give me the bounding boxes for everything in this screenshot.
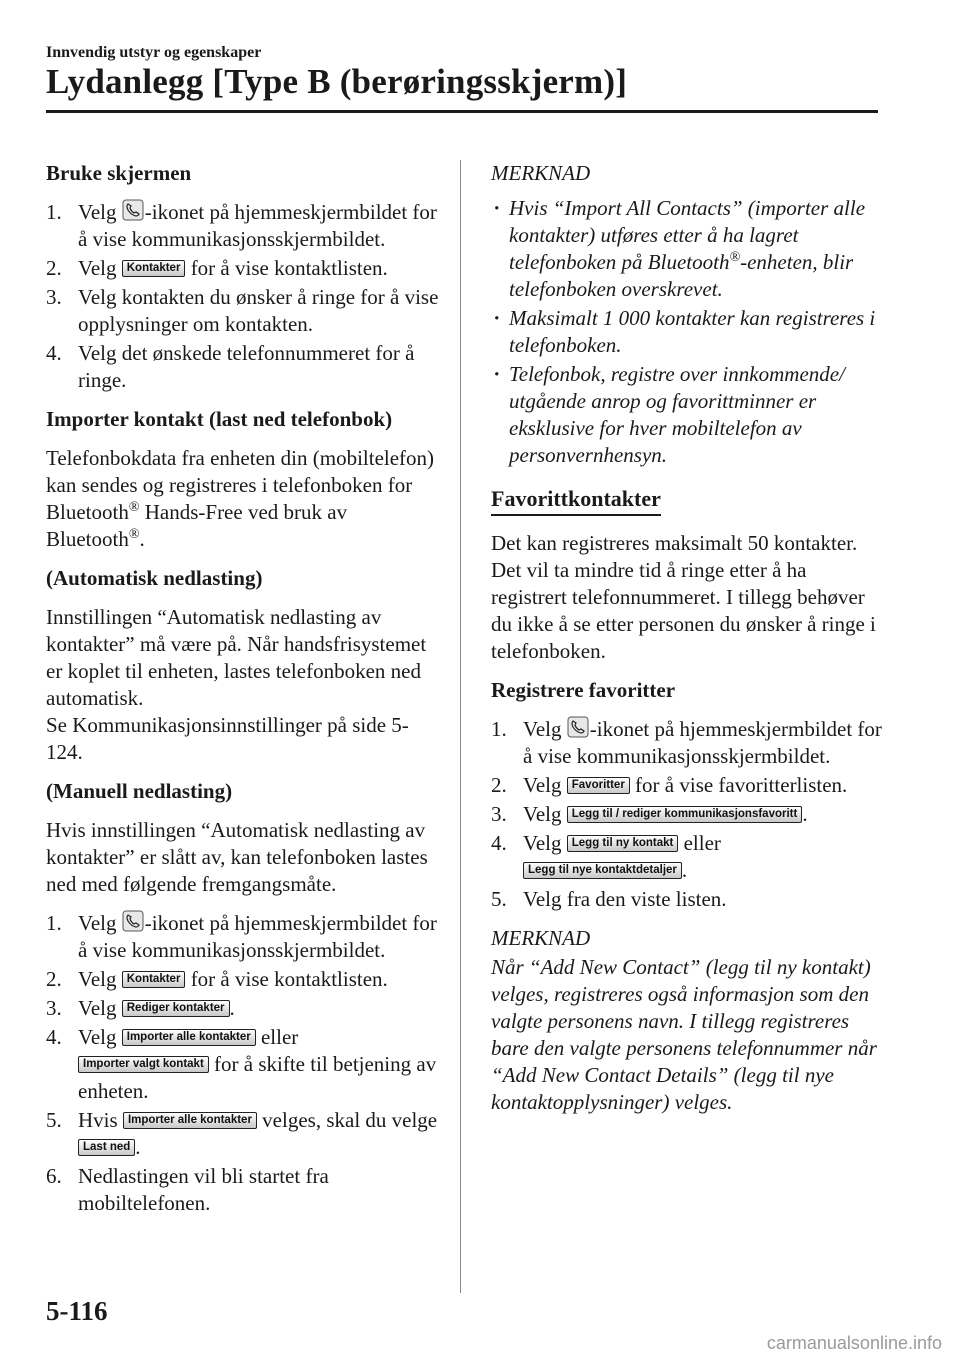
step-number: 3. (46, 996, 62, 1020)
list-item (46, 1163, 441, 1217)
step-text: Velg (78, 967, 117, 991)
step-text: for å vise kontaktlisten. (190, 256, 388, 280)
step-text: Nedlastingen vil bli startet fra mobiltelefonen. (78, 1164, 329, 1215)
step-number: 3. (491, 802, 507, 826)
step-text: for å vise kontaktlisten. (190, 967, 388, 991)
title-rule (46, 110, 878, 113)
list-item (46, 199, 441, 253)
add-new-contact-details-button[interactable]: Legg til nye kontaktdetaljer (523, 862, 682, 879)
note-title: MERKNAD (491, 926, 591, 950)
list-item (46, 1024, 441, 1105)
step-number: 5. (491, 887, 507, 911)
step-text: for å skifte til betjening av enheten. (78, 1052, 437, 1103)
note-text: -enheten, blir telefonboken overskrevet. (509, 250, 854, 301)
step-text: eller (260, 1025, 299, 1049)
step-text: Velg fra den viste listen. (523, 887, 727, 911)
list-item (491, 195, 886, 303)
import-all-contacts-button[interactable]: Importer alle kontakter (123, 1112, 257, 1129)
heading-favorite-contacts: Favorittkontakter (491, 485, 661, 516)
step-text: Velg (78, 256, 117, 280)
paragraph-text: Se Kommunikasjonsinnstillinger på side 5-124. (46, 713, 409, 764)
heading-register-favorites: Registrere favoritter (491, 678, 676, 702)
registered-mark: ® (128, 500, 140, 515)
step-text: Velg (523, 717, 562, 741)
import-paragraph (46, 445, 441, 553)
step-text: -ikonet på hjemmeskjermbildet for å vise kommunikasjonsskjermbildet. (78, 911, 437, 962)
step-number: 4. (491, 831, 507, 855)
auto-reference (46, 712, 441, 766)
manual-download-steps (46, 910, 441, 1217)
step-text: Velg (523, 802, 562, 826)
step-text: Velg (78, 200, 117, 224)
heading-manual-download: (Manuell nedlasting) (46, 779, 233, 803)
contacts-button[interactable]: Kontakter (122, 971, 186, 988)
download-button[interactable]: Last ned (78, 1139, 135, 1156)
favorites-button[interactable]: Favoritter (567, 777, 630, 794)
note-title: MERKNAD (491, 161, 591, 185)
list-item: · Maksimalt 1 000 kontakter kan registreres i telefonboken. (491, 305, 886, 359)
heading-auto-download: (Automatisk nedlasting) (46, 566, 263, 590)
step-number: 1. (491, 717, 507, 741)
favorites-paragraph: Det kan registreres maksimalt 50 kontakter. Det vil ta mindre tid å ringe etter å ha registrert telefonnummeret. I tillegg behøver du ikke å se etter personen du ønsker å ringe i telefonboken. (491, 531, 876, 663)
paragraph-text: . (139, 527, 145, 551)
page-title: Lydanlegg [Type B (berøringsskjerm)] (46, 62, 628, 101)
register-favorites-steps (491, 716, 886, 913)
step-number: 2. (46, 256, 62, 280)
paragraph-text: Innstillingen “Automatisk nedlasting av kontakter” må være på. Når handsfrisystemet er koplet til enheten, lastes telefonboken ned automatisk. (46, 605, 427, 710)
heading-use-screen: Bruke skjermen (46, 161, 192, 185)
edit-contacts-button[interactable]: Rediger kontakter (122, 1000, 230, 1017)
list-item (491, 886, 886, 913)
page-number: 5-116 (46, 1296, 108, 1326)
step-number: 3. (46, 285, 62, 309)
watermark: carmanualsonline.info (766, 1333, 942, 1353)
step-text: Velg (78, 996, 117, 1020)
add-edit-favorite-button[interactable]: Legg til / rediger kommunikasjonsfavoritt (567, 806, 803, 823)
use-screen-steps (46, 199, 441, 394)
step-text: velges, skal du velge (262, 1108, 438, 1132)
list-item (491, 772, 886, 799)
step-text: . (802, 802, 808, 826)
list-item: · Telefonbok, registre over innkommende/ utgående anrop og favorittminner er eksklusive for hver mobiltelefon av personvernhensyn. (491, 361, 886, 469)
step-number: 2. (491, 773, 507, 797)
left-column (46, 160, 441, 1229)
step-text: Velg (523, 773, 562, 797)
list-item (46, 284, 441, 338)
step-number: 5. (46, 1108, 62, 1132)
section-label: Innvendig utstyr og egenskaper (46, 44, 262, 61)
registered-mark: ® (128, 527, 140, 542)
import-all-contacts-button[interactable]: Importer alle kontakter (122, 1029, 256, 1046)
step-number: 6. (46, 1164, 62, 1188)
list-item (491, 716, 886, 770)
heading-import-contact: Importer kontakt (last ned telefonbok) (46, 407, 393, 431)
contacts-button[interactable]: Kontakter (122, 260, 186, 277)
step-text: Velg det ønskede telefonnummeret for å ringe. (78, 341, 415, 392)
note-paragraph: Når “Add New Contact” (legg til ny kontakt) velges, registreres også informasjon som den valgte personens navn. I tillegg registreres bare den valgte personens telefonnummer når “Add New Contact Details” (legg til nye kontaktopplysninger) velges. (491, 955, 877, 1114)
registered-mark: ® (729, 250, 741, 265)
note-bullets (491, 195, 886, 469)
step-text: . (135, 1135, 141, 1159)
phone-icon (567, 716, 589, 738)
step-number: 4. (46, 341, 62, 365)
note-text: Hvis “Import All Contacts” (importer alle kontakter) utføres etter å ha lagret telefonboken på Bluetooth (509, 196, 866, 274)
import-selected-contact-button[interactable]: Importer valgt kontakt (78, 1056, 209, 1073)
step-text: . (681, 858, 688, 882)
list-item (491, 801, 886, 828)
step-text: eller (683, 831, 721, 855)
list-item (46, 255, 441, 282)
step-text: for å vise favoritterlisten. (635, 773, 848, 797)
list-item (46, 1107, 441, 1161)
step-number: 1. (46, 200, 62, 224)
list-item (46, 966, 441, 993)
step-number: 4. (46, 1025, 62, 1049)
add-new-contact-button[interactable]: Legg til ny kontakt (567, 835, 679, 852)
list-item (46, 340, 441, 394)
phone-icon (122, 199, 144, 221)
step-text: -ikonet på hjemmeskjermbildet for å vise kommunikasjonsskjermbildet. (523, 717, 882, 768)
list-item (46, 910, 441, 964)
column-divider (460, 160, 461, 1293)
step-text: Velg kontakten du ønsker å ringe for å vise opplysninger om kontakten. (78, 285, 439, 336)
step-text: Hvis (78, 1108, 118, 1132)
step-text: . (229, 996, 235, 1020)
auto-paragraph (46, 604, 441, 712)
step-text: Velg (523, 831, 562, 855)
step-number: 1. (46, 911, 62, 935)
list-item (491, 830, 886, 884)
step-number: 2. (46, 967, 62, 991)
paragraph-text: Hands-Free ved bruk av Bluetooth (46, 500, 348, 551)
step-text: -ikonet på hjemmeskjermbildet for å vise kommunikasjonsskjermbildet. (78, 200, 437, 251)
phone-icon (122, 910, 144, 932)
step-text: Velg (78, 1025, 117, 1049)
manual-paragraph: Hvis innstillingen “Automatisk nedlasting av kontakter” er slått av, kan telefonboken lastes ned med følgende fremgangsmåte. (46, 818, 428, 896)
right-column (491, 160, 886, 1128)
list-item (46, 995, 441, 1022)
step-text: Velg (78, 911, 117, 935)
paragraph-text: Telefonbokdata fra enheten din (mobiltelefon) kan sendes og registreres i telefonboken for Bluetooth (46, 446, 435, 524)
